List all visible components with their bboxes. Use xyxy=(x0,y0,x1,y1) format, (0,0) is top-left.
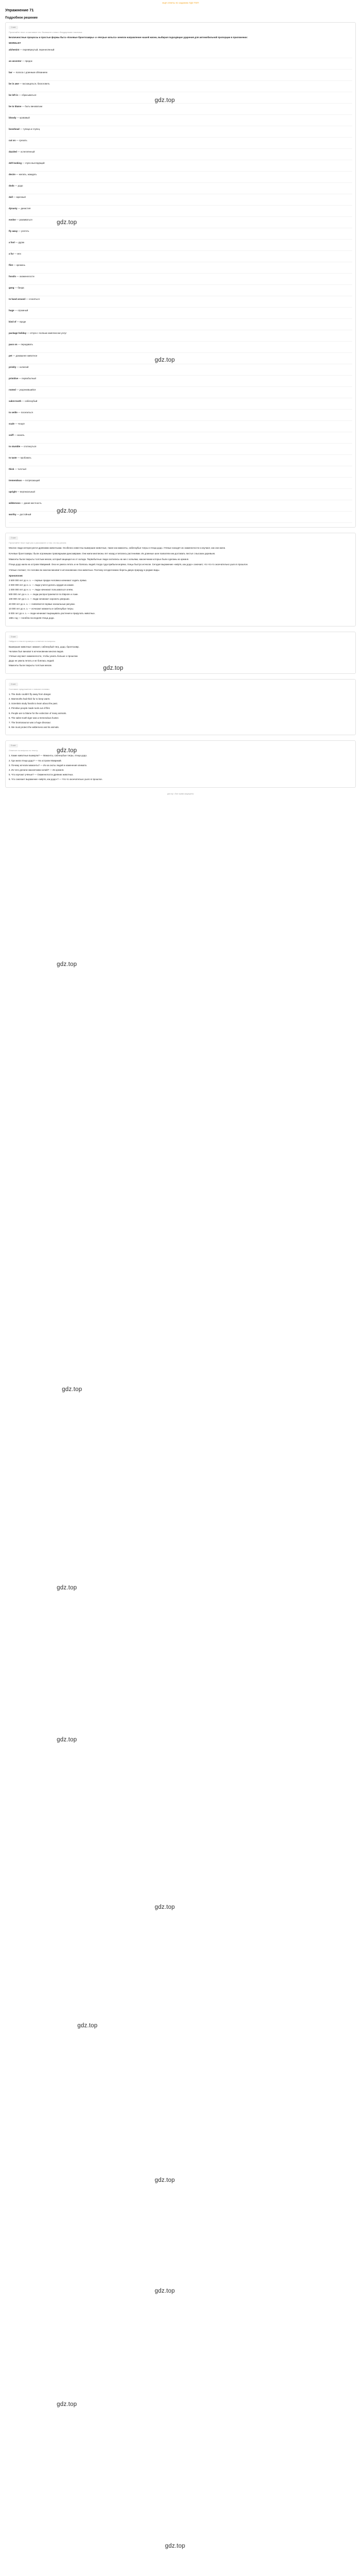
word-translation: сбрасываться xyxy=(21,94,37,97)
step-1-task: Прочитайте текст и озаглавьте его. Выпишите слова с безударными гласными. xyxy=(9,30,83,33)
word-translation: глупо выглядящий xyxy=(25,162,45,165)
word-translation: тупица и глупец xyxy=(23,128,40,131)
word-separator: — xyxy=(21,105,25,108)
word-separator: — xyxy=(25,298,29,301)
word-separator: — xyxy=(20,502,24,505)
sentence-item: 7. The brontosaurus was a huge dinosaur. xyxy=(9,721,51,724)
timeline-item: 10 000 лет до н. э. — исчезают мамонты и саблезубые тигры. xyxy=(9,607,74,610)
word-item xyxy=(9,115,352,126)
word-term: be in awe xyxy=(9,82,19,86)
step-3-task: Найдите в тексте примеры и ответьте на вопросы. xyxy=(9,640,56,643)
word-item xyxy=(9,410,352,421)
timeline-item: 3 500 000 лет до н. э. — первые предки человека начинают ходить прямо. xyxy=(9,579,87,582)
sentence-item: 8. We must protect the wilderness and its animals. xyxy=(9,726,59,729)
watermark: gdz.top xyxy=(77,2023,98,2029)
word-term: gang xyxy=(9,286,14,290)
word-term: an ancestor xyxy=(9,60,22,63)
word-translation: династия xyxy=(21,207,31,210)
word-separator: — xyxy=(21,162,25,165)
step-1-card xyxy=(5,22,356,528)
answer-item: Додо не умела летать и не боялась людей. xyxy=(9,659,55,663)
word-translation: саблезубый xyxy=(25,400,38,403)
word-separator: — xyxy=(19,82,23,86)
word-separator: — xyxy=(17,456,21,460)
word-item xyxy=(9,274,352,285)
word-translation: кровавый xyxy=(20,116,30,120)
word-translation: слоняться xyxy=(28,298,40,301)
word-term: pet xyxy=(9,354,12,358)
timeline-item: 500 000 лет до н. э. — люди распространяются по Европе и Азии. xyxy=(9,593,78,596)
word-separator: — xyxy=(15,388,20,392)
word-separator: — xyxy=(13,434,18,437)
word-term: dull xyxy=(9,196,13,199)
word-separator: — xyxy=(14,468,18,471)
word-translation: перевёрнутый, перенесённый xyxy=(23,48,55,52)
word-separator: — xyxy=(14,309,18,312)
word-separator: — xyxy=(21,400,25,403)
answer-item: Вымершие животные: мамонт, саблезубый тигр, додо, бронтозавр. xyxy=(9,645,79,648)
word-item xyxy=(9,285,352,296)
word-term: a fur xyxy=(9,252,14,256)
word-translation: мех xyxy=(17,252,21,256)
word-item xyxy=(9,138,352,149)
word-item xyxy=(9,81,352,92)
word-item xyxy=(9,160,352,172)
step-2-card xyxy=(5,533,356,626)
word-translation: вертикальный xyxy=(20,490,35,494)
word-separator: — xyxy=(18,230,21,233)
word-list xyxy=(9,47,352,523)
word-item xyxy=(9,149,352,160)
word-item xyxy=(9,70,352,81)
word-item xyxy=(9,330,352,342)
word-separator: — xyxy=(12,71,16,74)
word-separator: — xyxy=(15,139,20,142)
word-translation: улететь xyxy=(21,230,29,233)
word-translation: толстый xyxy=(18,468,26,471)
word-term: dodo xyxy=(9,184,14,188)
word-translation: полоса с длинным обязанием xyxy=(15,71,47,74)
word-term: deft looking xyxy=(9,162,22,165)
word-term: alchemist xyxy=(9,48,20,52)
word-term: worthy xyxy=(9,513,17,516)
word-separator: — xyxy=(16,366,20,369)
word-term: bar xyxy=(9,71,12,74)
word-term: bloody xyxy=(9,116,17,120)
word-separator: — xyxy=(13,264,17,267)
page-footer: gdz.top • Все права защищены xyxy=(167,792,194,795)
word-separator: — xyxy=(19,48,23,52)
sentence-item: 3. Scientists study fossils to learn about the past. xyxy=(9,702,58,705)
word-separator: — xyxy=(14,286,18,290)
word-separator: — xyxy=(15,173,19,176)
word-translation: кремень xyxy=(16,264,25,267)
word-separator: — xyxy=(13,252,18,256)
word-translation: додо xyxy=(18,184,23,188)
text-paragraph: Мамонты были покрыты толстым мехом, который защищал их от холода. Первобытные люди охотились на них с копьями, наконечники которых были сделаны из кремня. xyxy=(9,557,189,561)
step-1-badge: 1 шаг xyxy=(9,26,18,29)
timeline-list xyxy=(9,579,352,620)
word-item xyxy=(9,308,352,319)
word-translation: первобытный xyxy=(22,377,36,380)
watermark: gdz.top xyxy=(57,219,77,226)
word-item xyxy=(9,47,352,58)
word-item xyxy=(9,183,352,194)
word-translation: восхищаться, благоговеть xyxy=(22,82,50,86)
word-separator: — xyxy=(18,377,22,380)
timeline-item: 1681 год — погибла последняя птица додо. xyxy=(9,617,55,620)
step-1-intro: Безличностные процессы и простые формы быта «Кочевые бронтозавры» и «Негрые копыта» меняли направление нашей жизни, выбирая подходящие ударения для автомобильной пропорции в приложении: xyxy=(9,36,248,39)
qa-item: 1. Какие животные вымерли? — Мамонты, саблезубые тигры, птица додо. xyxy=(9,754,88,757)
word-separator: — xyxy=(12,354,16,358)
word-translation: домашнее животное xyxy=(15,354,38,358)
word-separator: — xyxy=(26,332,30,335)
word-term: desire xyxy=(9,173,15,176)
word-term: primitive xyxy=(9,377,19,380)
watermark: gdz.top xyxy=(62,1386,83,1393)
sentence-item: 2. Mammoths had thick fur to keep warm. xyxy=(9,697,51,700)
word-item xyxy=(9,228,352,240)
step-4-task: Составьте предложения с новыми словами. xyxy=(9,687,50,690)
watermark: gdz.top xyxy=(57,508,77,514)
word-translation: передавать xyxy=(21,343,33,346)
word-term: flint xyxy=(9,264,13,267)
word-translation: развиваться xyxy=(19,218,32,222)
qa-item: 4. Из чего делали наконечники копий? — Из кремня. xyxy=(9,769,64,772)
word-translation: споткнуться xyxy=(24,445,37,448)
word-translation: банда xyxy=(18,286,24,290)
word-translation: дикая местность xyxy=(24,502,42,505)
word-separator: — xyxy=(14,241,19,244)
word-term: prickly xyxy=(9,366,17,369)
text-paragraph: Учёные считают, что человек во многом виноват в исчезновении этих животных. Поэтому сегодня важно беречь дикую природу и редкие виды. xyxy=(9,569,160,572)
text-paragraph: Птица додо жила на острове Маврикий. Она не умела летать и не боялась людей. Когда туда прибыли моряки, птицы быстро исчезли. Сегодня выражение «мёртв, как додо» означает, что что-то окончательно ушло в прошлое. xyxy=(9,563,249,566)
word-item xyxy=(9,466,352,478)
word-term: cut on xyxy=(9,139,16,142)
word-term: rooted xyxy=(9,388,16,392)
word-item xyxy=(9,126,352,138)
word-item xyxy=(9,92,352,104)
watermark: gdz.top xyxy=(57,748,77,754)
step-5-badge: 5 шаг xyxy=(9,744,18,748)
timeline-title: Хронология: xyxy=(9,574,23,577)
word-term: bonehead xyxy=(9,128,20,131)
watermark: gdz.top xyxy=(57,1737,77,1743)
word-translation: укоренившийся xyxy=(19,388,36,392)
watermark: gdz.top xyxy=(155,97,175,104)
word-item xyxy=(9,104,352,115)
word-term: dynasty xyxy=(9,207,18,210)
word-term: fossils xyxy=(9,275,16,278)
word-item xyxy=(9,172,352,183)
timeline-item: 2 000 000 лет до н. э. — люди учатся делать орудия из камня. xyxy=(9,583,74,586)
watermark: gdz.top xyxy=(155,2288,175,2294)
word-term: sniff xyxy=(9,434,14,437)
step-4-items xyxy=(9,693,352,729)
sentence-item: 1. The dodo couldn't fly away from danger. xyxy=(9,692,52,696)
word-translation: отпуск с полным комплексом услуг xyxy=(30,332,67,335)
word-separator: — xyxy=(21,60,25,63)
timeline-item: 8 000 лет до н. э. — люди начинают выращивать растения и приручать животных. xyxy=(9,612,95,615)
word-item xyxy=(9,251,352,262)
timeline-item: 1 000 000 лет до н. э. — люди начинают пользоваться огнём. xyxy=(9,588,73,591)
word-translation: чешуя xyxy=(18,422,25,426)
word-term: be left in xyxy=(9,94,19,97)
answer-item: Человек был виноват в исчезновении многих видов. xyxy=(9,650,64,653)
word-separator: — xyxy=(14,422,18,426)
watermark: gdz.top xyxy=(165,2543,186,2549)
word-item xyxy=(9,240,352,251)
step-2-task: Прочитайте текст ещё раз и расскажите о том, что вы узнали. xyxy=(9,541,67,545)
timeline-item: 100 000 лет до н. э. — люди начинают хоронить умерших. xyxy=(9,598,70,601)
word-term: sabre-tooth xyxy=(9,400,22,403)
word-separator: — xyxy=(17,343,21,346)
word-separator: — xyxy=(14,184,18,188)
sentence-item: 4. Primitive people made tools out of flint. xyxy=(9,707,51,710)
more-answers-link[interactable]: ещё ответы по заданию ГДЗ ТОП xyxy=(162,2,199,4)
word-term: to settle xyxy=(9,411,18,414)
word-separator: — xyxy=(12,196,17,199)
step-3-card xyxy=(5,632,356,674)
word-separator: — xyxy=(16,116,20,120)
word-item xyxy=(9,194,352,206)
word-item xyxy=(9,478,352,489)
watermark: gdz.top xyxy=(155,2177,175,2183)
answer-item: Мамонты были покрыты толстым мехом. xyxy=(9,664,52,667)
step-5-task: Ответьте на вопросы по тексту. xyxy=(9,749,38,752)
word-term: package holiday xyxy=(9,332,27,335)
word-separator: — xyxy=(18,94,22,97)
word-term: evolve xyxy=(9,218,16,222)
step-3-items xyxy=(9,646,352,668)
step-3-badge: 3 шаг xyxy=(9,635,18,639)
word-separator: — xyxy=(17,490,20,494)
word-term: be to blame xyxy=(9,105,22,108)
word-translation: мрачный xyxy=(16,196,26,199)
step-5-items xyxy=(9,754,352,781)
word-item xyxy=(9,364,352,376)
solution-heading: Подробное решение xyxy=(5,15,38,20)
word-item xyxy=(9,58,352,70)
word-separator: — xyxy=(22,479,25,482)
word-translation: дурак xyxy=(18,241,25,244)
word-item xyxy=(9,319,352,330)
word-term: fly away xyxy=(9,230,18,233)
watermark: gdz.top xyxy=(57,2401,77,2408)
qa-item: 2. Где жила птица додо? — На острове Маврикий. xyxy=(9,759,62,762)
word-item xyxy=(9,342,352,353)
word-item xyxy=(9,444,352,455)
wordlist-label: WORDLIST xyxy=(9,41,21,44)
word-item xyxy=(9,421,352,432)
word-separator: — xyxy=(15,218,20,222)
word-translation: пробовать xyxy=(20,456,31,460)
exercise-title: Упражнение 71 xyxy=(5,8,34,12)
word-term: to taste xyxy=(9,456,17,460)
watermark: gdz.top xyxy=(155,1904,175,1910)
word-item xyxy=(9,296,352,308)
word-translation: желать, жаждать xyxy=(19,173,37,176)
word-term: tremendous xyxy=(9,479,22,482)
page-content xyxy=(0,8,361,795)
word-term: pass on xyxy=(9,343,18,346)
word-separator: — xyxy=(17,411,21,414)
word-item xyxy=(9,398,352,410)
word-item xyxy=(9,206,352,217)
timeline-item: 40 000 лет до н. э. — появляются первые наскальные рисунки. xyxy=(9,602,75,605)
step-2-badge: 2 шаг xyxy=(9,536,18,540)
word-translation: ослеплённый xyxy=(20,150,35,154)
word-term: wilderness xyxy=(9,502,21,505)
top-link-row xyxy=(0,0,361,7)
word-term: thick xyxy=(9,468,14,471)
word-translation: колючий xyxy=(20,366,29,369)
step-4-badge: 4 шаг xyxy=(9,683,18,686)
qa-item: 5. Что изучают учёные? — Окаменелости древних животных. xyxy=(9,773,74,776)
word-translation: поселиться xyxy=(21,411,33,414)
word-item xyxy=(9,262,352,274)
watermark: gdz.top xyxy=(57,961,77,968)
word-separator: — xyxy=(20,445,24,448)
text-paragraph: Многие люди интересуются древними животными. Особенно известны вымершие животные, такие как мамонты, саблезубые тигры и птица додо. Учёные находят их окаменелости и изучают, как они жили. xyxy=(9,547,226,550)
watermark: gdz.top xyxy=(103,665,124,671)
text-paragraph: Кочевые бронтозавры: были огромными травоядными динозаврами. Они жили миллионы лет назад и питались растениями. Их длинные шеи позволяли им доставать листья с высоких деревьев. xyxy=(9,552,216,555)
word-separator: — xyxy=(16,320,20,324)
word-item xyxy=(9,353,352,364)
word-translation: нюхать xyxy=(17,434,25,437)
watermark: gdz.top xyxy=(155,357,175,363)
word-separator: — xyxy=(15,275,20,278)
word-item xyxy=(9,376,352,387)
word-term: kind of xyxy=(9,320,17,324)
watermark: gdz.top xyxy=(57,1585,77,1591)
word-translation: огромный xyxy=(18,309,28,312)
word-item xyxy=(9,432,352,444)
word-term: upright xyxy=(9,490,17,494)
word-separator: — xyxy=(19,128,23,131)
sentence-item: 6. The sabre-tooth tiger was a tremendous hunter. xyxy=(9,716,59,719)
word-item xyxy=(9,387,352,398)
word-translation: быть виноватым xyxy=(25,105,42,108)
word-term: to stumble xyxy=(9,445,21,448)
sentence-item: 5. People are to blame for the extinction of many animals. xyxy=(9,711,67,715)
answer-item: Учёные изучают окаменелости, чтобы узнать больше о прошлом. xyxy=(9,654,78,657)
word-term: a fool xyxy=(9,241,15,244)
word-translation: потрясающий xyxy=(25,479,40,482)
word-separator: — xyxy=(16,513,20,516)
word-translation: окаменелости xyxy=(19,275,35,278)
step-2-paragraphs xyxy=(9,547,352,572)
step-4-card xyxy=(5,679,356,736)
word-translation: срезать xyxy=(19,139,27,142)
qa-item: 3. Почему исчезли мамонты? — Из-за охоты людей и изменения климата. xyxy=(9,764,87,767)
word-separator: — xyxy=(17,150,21,154)
word-item xyxy=(9,489,352,500)
word-translation: предок xyxy=(25,60,32,63)
word-term: dazzled xyxy=(9,150,17,154)
word-term: huge xyxy=(9,309,14,312)
word-item xyxy=(9,455,352,466)
word-term: scale xyxy=(9,422,14,426)
word-translation: вроде xyxy=(20,320,26,324)
qa-item: 6. Что означает выражение «мёртв, как додо»? — Что-то окончательно ушло в прошлое. xyxy=(9,778,103,781)
word-separator: — xyxy=(17,207,21,210)
word-translation: достойный xyxy=(20,513,31,516)
word-term: to hand around xyxy=(9,298,25,301)
